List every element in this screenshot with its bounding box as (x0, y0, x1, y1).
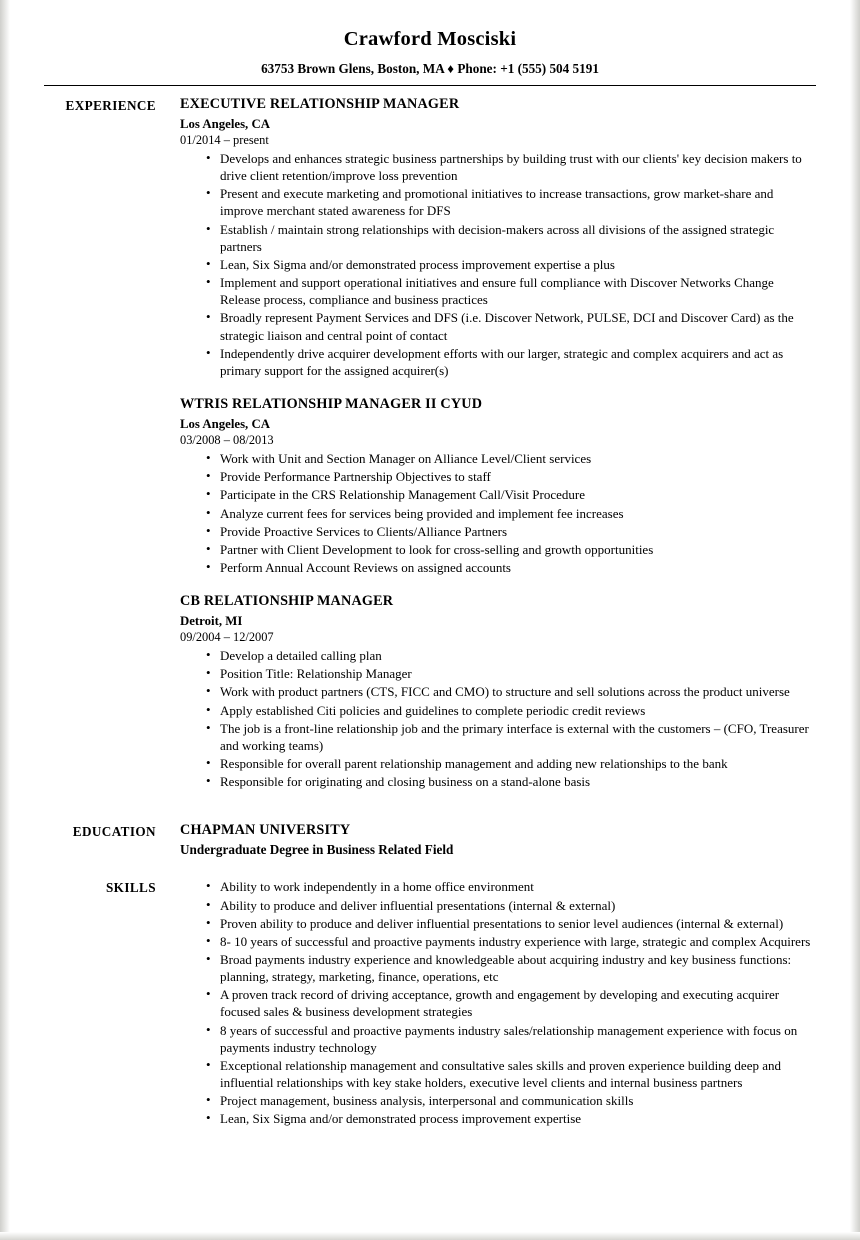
list-item: • A proven track record of driving acceptance, growth and engagement by developing and executing acquirer focused sales & business development strategies (206, 986, 816, 1020)
list-item: • Proven ability to produce and deliver influential presentations to senior level audiences (internal & external) (206, 915, 816, 932)
list-item: • Ability to produce and deliver influential presentations (internal & external) (206, 897, 816, 914)
skills-section (44, 878, 816, 1128)
job-title: WTRIS RELATIONSHIP MANAGER II CYUD (180, 396, 483, 413)
list-item: • Develop a detailed calling plan (206, 647, 816, 664)
list-item: • The job is a front-line relationship job and the primary interface is external with the customers – (CFO, Treasurer and working teams) (206, 720, 816, 754)
list-item: • Develops and enhances strategic business partnerships by building trust with our clients' key decision makers to drive client retention/improve loss prevention (206, 150, 816, 184)
list-item: • Lean, Six Sigma and/or demonstrated process improvement expertise (206, 1110, 816, 1127)
list-item: • Responsible for originating and closing business on a stand-alone basis (206, 773, 816, 790)
experience-entries (172, 96, 816, 800)
list-item: • 8 years of successful and proactive payments industry sales/relationship management experience with focus on payments industry technology (206, 1022, 816, 1056)
experience-section (44, 96, 816, 800)
education-section (44, 822, 816, 858)
list-item: • Analyze current fees for services being provided and implement fee increases (206, 505, 816, 522)
list-item: • Work with Unit and Section Manager on Alliance Level/Client services (206, 450, 816, 467)
experience-entry (180, 396, 816, 576)
list-item: • Project management, business analysis, interpersonal and communication skills (206, 1092, 816, 1109)
job-location: Los Angeles, CA (180, 117, 270, 131)
page-edge-shadow-bottom (0, 1232, 860, 1240)
education-degree: Undergraduate Degree in Business Related Field (180, 842, 454, 858)
job-dates: 03/2008 – 08/2013 (180, 433, 274, 448)
list-item: • Provide Performance Partnership Objectives to staff (206, 468, 816, 485)
list-item: • Partner with Client Development to look for cross-selling and growth opportunities (206, 541, 816, 558)
list-item: • 8- 10 years of successful and proactive payments industry experience with large, strategic and complex Acquirers (206, 933, 816, 950)
job-title: EXECUTIVE RELATIONSHIP MANAGER (180, 96, 460, 112)
skills-bullet-list (180, 878, 816, 1127)
candidate-name: Crawford Mosciski (343, 28, 517, 50)
education-section-label: EDUCATION (72, 824, 156, 840)
job-dates: 09/2004 – 12/2007 (180, 630, 274, 645)
list-item: • Lean, Six Sigma and/or demonstrated process improvement expertise a plus (206, 256, 816, 273)
list-item: • Independently drive acquirer development efforts with our larger, strategic and complex acquirers and act as primary support for the assigned acquirer(s) (206, 345, 816, 379)
education-school: CHAPMAN UNIVERSITY (180, 822, 351, 839)
candidate-contact: 63753 Brown Glens, Boston, MA ♦ Phone: +1 (555) 504 5191 (261, 61, 599, 76)
job-bullet-list (180, 450, 816, 576)
job-location: Los Angeles, CA (180, 417, 270, 432)
job-dates: 01/2014 – present (180, 133, 269, 147)
experience-section-label: EXPERIENCE (65, 98, 156, 113)
skills-entries (172, 878, 816, 1128)
list-item: • Position Title: Relationship Manager (206, 665, 816, 682)
list-item: • Apply established Citi policies and guidelines to complete periodic credit reviews (206, 702, 816, 719)
list-item: • Broad payments industry experience and knowledgeable about acquiring industry and key business functions: planning, strategy, marketing, finance, operations, etc (206, 951, 816, 985)
list-item: • Ability to work independently in a home office environment (206, 878, 816, 895)
list-item: • Broadly represent Payment Services and DFS (i.e. Discover Network, PULSE, DCI and Discover Card) as the strategic liaison and central point of contact (206, 309, 816, 343)
list-item: • Participate in the CRS Relationship Management Call/Visit Procedure (206, 486, 816, 503)
list-item: • Exceptional relationship management and consultative sales skills and proven experience building deep and influential relationships with key stake holders, executive level clients and internal business partners (206, 1057, 816, 1091)
list-item: • Perform Annual Account Reviews on assigned accounts (206, 559, 816, 576)
list-item: • Work with product partners (CTS, FICC and CMO) to structure and sell solutions across the product universe (206, 683, 816, 700)
skills-section-label: SKILLS (105, 880, 156, 896)
job-bullet-list (180, 647, 816, 790)
header-divider (44, 85, 816, 86)
job-title: CB RELATIONSHIP MANAGER (180, 593, 394, 610)
list-item: • Implement and support operational initiatives and ensure full compliance with Discover Networks Change Release process, compliance and business practices (206, 274, 816, 308)
list-item: • Present and execute marketing and promotional initiatives to increase transactions, grow market-share and improve merchant stated awareness for DFS (206, 185, 816, 219)
list-item: • Responsible for overall parent relationship management and adding new relationships to the bank (206, 755, 816, 772)
education-entries (172, 822, 816, 858)
list-item: • Establish / maintain strong relationships with decision-makers across all divisions of the assigned strategic partners (206, 221, 816, 255)
job-location: Detroit, MI (180, 614, 243, 629)
list-item: • Provide Proactive Services to Clients/Alliance Partners (206, 523, 816, 540)
experience-entry (180, 96, 816, 379)
job-bullet-list (180, 150, 816, 379)
experience-entry (180, 593, 816, 790)
